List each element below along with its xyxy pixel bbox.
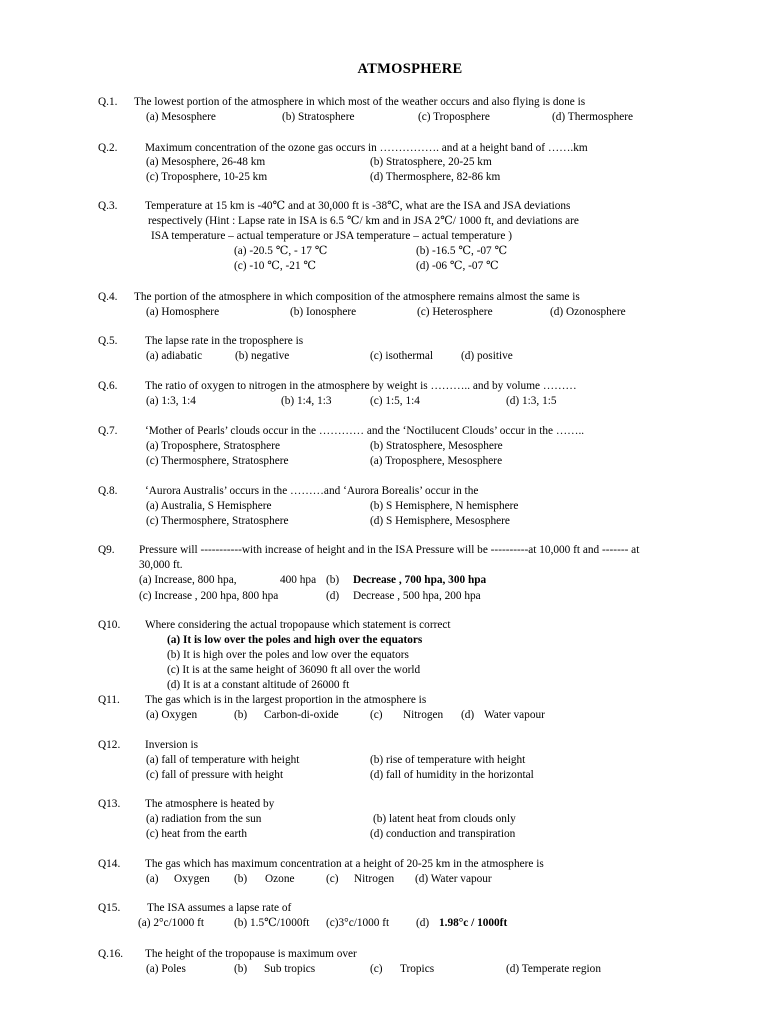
question-text: Inversion is: [145, 739, 199, 751]
option-a: (a) 1:3, 1:4: [146, 395, 196, 407]
option-a-answer: (a) It is low over the poles and high over the equators: [167, 634, 423, 646]
option-d: (d) Ozonosphere: [550, 306, 626, 318]
option-d-label: (d): [326, 590, 340, 602]
option-a: (a) Increase, 800 hpa,: [139, 574, 237, 586]
question-number: Q13.: [98, 798, 121, 810]
question-text: Temperature at 15 km is -40℃ and at 30,000 ft is -38℃, what are the ISA and JSA deviations: [145, 200, 571, 212]
option-b: (b) Stratosphere: [282, 111, 355, 123]
option-a: (a) Australia, S Hemisphere: [146, 500, 272, 512]
option-b: (b) Stratosphere, 20-25 km: [370, 156, 492, 168]
option-a: (a) radiation from the sun: [146, 813, 262, 825]
option-a: (a) Mesosphere, 26-48 km: [146, 156, 266, 168]
option-b-label: (b): [234, 963, 248, 975]
option-d: (d) conduction and transpiration: [370, 828, 516, 840]
question-text: The gas which has maximum concentration at a height of 20-25 km in the atmosphere is: [145, 858, 544, 870]
question-number: Q10.: [98, 619, 121, 631]
question-text: 30,000 ft.: [139, 559, 183, 571]
option-b: (b) rise of temperature with height: [370, 754, 526, 766]
option-d: Water vapour: [484, 709, 545, 721]
question-text: The lapse rate in the troposphere is: [145, 335, 304, 347]
option-b-label: (b): [234, 709, 248, 721]
option-a: (a) Oxygen: [146, 709, 198, 721]
option-d-answer: 1.98°c / 1000ft: [439, 917, 508, 929]
question-text: ‘Mother of Pearls’ clouds occur in the ………… and the ‘Noctilucent Clouds’ occur in the ……..: [145, 425, 585, 437]
option-c: Nitrogen: [354, 873, 395, 885]
question-number: Q.8.: [98, 485, 118, 497]
question-number: Q.4.: [98, 291, 118, 303]
question-number: Q.5.: [98, 335, 118, 347]
option-d: (d) Thermosphere: [552, 111, 634, 123]
option-a: (a) Poles: [146, 963, 186, 975]
option-b: (b) negative: [235, 350, 290, 362]
question-text: respectively (Hint : Lapse rate in ISA is 6.5 ℃/ km and in JSA 2℃/ 1000 ft, and deviations are: [148, 215, 579, 227]
option-c: (c) It is at the same height of 36090 ft all over the world: [167, 664, 421, 676]
question-number: Q.3.: [98, 200, 118, 212]
option-a: (a) Homosphere: [146, 306, 220, 318]
option-c: (c) heat from the earth: [146, 828, 247, 840]
option-b: (b) S Hemisphere, N hemisphere: [370, 500, 519, 512]
question-text: The ISA assumes a lapse rate of: [147, 902, 292, 914]
option-c: (c) fall of pressure with height: [146, 769, 284, 781]
option-d: (d) Water vapour: [415, 873, 492, 885]
option-a: (a) adiabatic: [146, 350, 203, 362]
option-a-second-value: 400 hpa: [280, 574, 317, 586]
option-c: (c) Increase , 200 hpa, 800 hpa: [139, 590, 279, 602]
option-c: (c) Troposphere, 10-25 km: [146, 171, 268, 183]
option-c-label: (c): [326, 873, 339, 885]
question-number: Q.16.: [98, 948, 124, 960]
option-c: (c) Thermosphere, Stratosphere: [146, 515, 289, 527]
option-d: (d) It is at a constant altitude of 26000 ft: [167, 679, 350, 691]
question-number: Q.7.: [98, 425, 118, 437]
question-text: The gas which is in the largest proportion in the atmosphere is: [145, 694, 427, 706]
question-number: Q15.: [98, 902, 121, 914]
option-b: (b) latent heat from clouds only: [373, 813, 516, 825]
option-c: (c) Troposphere: [418, 111, 490, 123]
option-c-label: (c): [370, 963, 383, 975]
option-c: (c)3°c/1000 ft: [326, 917, 390, 929]
option-d: (d) Thermosphere, 82-86 km: [370, 171, 501, 183]
option-c: (c) -10 ℃, -21 ℃: [234, 260, 317, 272]
option-b-answer: Decrease , 700 hpa, 300 hpa: [353, 574, 487, 586]
option-a: (a) Troposphere, Stratosphere: [146, 440, 280, 452]
option-c: (c) Thermosphere, Stratosphere: [146, 455, 289, 467]
option-c-label: (c): [370, 709, 383, 721]
option-b: (b) It is high over the poles and low over the equators: [167, 649, 409, 661]
question-text: Pressure will -----------with increase of height and in the ISA Pressure will be ----------at 10,000 ft and ------- at: [139, 544, 640, 556]
question-text: ‘Aurora Australis’ occurs in the ………and ‘Aurora Borealis’ occur in the: [145, 485, 479, 497]
option-d: (d) fall of humidity in the horizontal: [370, 769, 534, 781]
option-b: (b) 1:4, 1:3: [281, 395, 332, 407]
option-b: (b) Stratosphere, Mesosphere: [370, 440, 503, 452]
option-a: (a) 2°c/1000 ft: [138, 917, 204, 929]
question-text: The portion of the atmosphere in which composition of the atmosphere remains almost the same is: [134, 291, 580, 303]
option-d: (d) positive: [461, 350, 513, 362]
option-c: (c) Heterosphere: [417, 306, 493, 318]
question-number: Q.2.: [98, 142, 118, 154]
page-title: ATMOSPHERE: [357, 61, 463, 77]
question-text: The lowest portion of the atmosphere in which most of the weather occurs and also flying is done is: [134, 96, 586, 108]
question-number: Q.6.: [98, 380, 118, 392]
option-a: (a) Mesosphere: [146, 111, 216, 123]
option-b-label: (b): [234, 873, 248, 885]
option-b: Carbon-di-oxide: [264, 709, 339, 721]
option-a: (a) fall of temperature with height: [146, 754, 300, 766]
option-d: (d) -06 ℃, -07 ℃: [416, 260, 499, 272]
option-b: (b) 1.5℃/1000ft: [234, 917, 310, 929]
question-text: The atmosphere is heated by: [145, 798, 275, 810]
option-a: Oxygen: [174, 873, 210, 885]
question-text: ISA temperature – actual temperature or JSA temperature – actual temperature ): [151, 230, 513, 242]
option-b: (b) Ionosphere: [290, 306, 357, 318]
option-b-label: (b): [326, 574, 340, 586]
option-c: (c) 1:5, 1:4: [370, 395, 420, 407]
question-text: Where considering the actual tropopause which statement is correct: [145, 619, 451, 631]
question-text: Maximum concentration of the ozone gas occurs in ……………. and at a height band of …….km: [145, 142, 588, 154]
option-d: (d) Temperate region: [506, 963, 601, 975]
option-d-label: (d): [461, 709, 475, 721]
question-number: Q9.: [98, 544, 115, 556]
option-d: Decrease , 500 hpa, 200 hpa: [353, 590, 481, 602]
option-b: Sub tropics: [264, 963, 316, 975]
option-c: (c) isothermal: [370, 350, 434, 362]
question-number: Q11.: [98, 694, 120, 706]
option-d: (d) S Hemisphere, Mesosphere: [370, 515, 510, 527]
option-a-label: (a): [146, 873, 159, 885]
option-d: (a) Troposphere, Mesosphere: [370, 455, 503, 467]
option-b: Ozone: [265, 873, 295, 885]
question-number: Q14.: [98, 858, 121, 870]
option-c: Tropics: [400, 963, 435, 975]
option-b: (b) -16.5 ℃, -07 ℃: [416, 245, 508, 257]
option-a: (a) -20.5 ℃, - 17 ℃: [234, 245, 328, 257]
question-number: Q.1.: [98, 96, 118, 108]
option-d-label: (d): [416, 917, 430, 929]
question-text: The height of the tropopause is maximum over: [145, 948, 357, 960]
question-number: Q12.: [98, 739, 121, 751]
question-text: The ratio of oxygen to nitrogen in the atmosphere by weight is ……….. and by volume ………: [145, 380, 577, 392]
option-c: Nitrogen: [403, 709, 444, 721]
option-d: (d) 1:3, 1:5: [506, 395, 557, 407]
